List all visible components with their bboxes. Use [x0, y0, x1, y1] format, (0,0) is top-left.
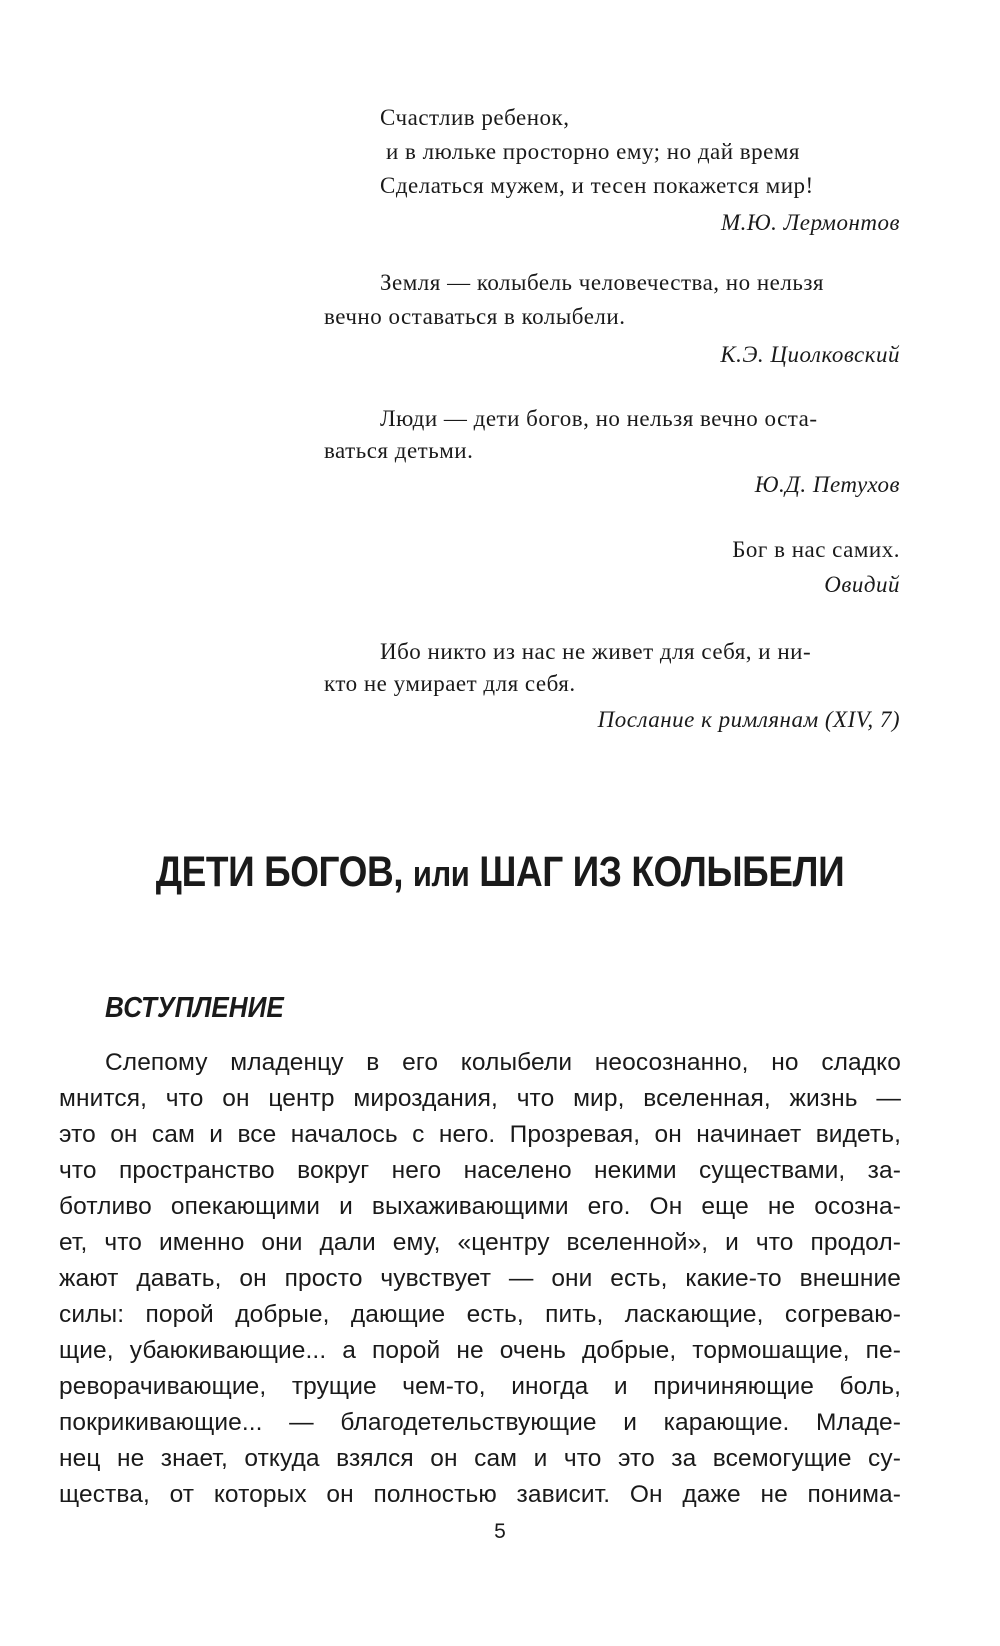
body-text-line: жают давать, он просто чувствует — они есть, какие-то внешние — [59, 1265, 901, 1292]
epigraph-line: и в люльке просторно ему; но дай время — [386, 139, 801, 164]
page-number: 5 — [494, 1520, 506, 1543]
body-text-line: силы: порой добрые, дающие есть, пить, ласкающие, согреваю- — [59, 1301, 901, 1328]
body-text-line: ет, что именно они дали ему, «центру вселенной», и что продол- — [59, 1229, 901, 1256]
epigraph-author: К.Э. Циолковский — [720, 342, 900, 367]
epigraph-line: Сделаться мужем, и тесен покажется мир! — [380, 173, 814, 198]
epigraph-author: Послание к римлянам (XIV, 7) — [597, 707, 900, 732]
epigraph-line: Бог в нас самих. — [732, 537, 900, 562]
epigraph-line: вечно оставаться в колыбели. — [324, 304, 626, 329]
section-heading: ВСТУПЛЕНИЕ — [105, 992, 284, 1024]
epigraph-line: ваться детьми. — [324, 438, 474, 463]
body-text-line: нец не знает, откуда взялся он сам и что это за всемогущие су- — [59, 1445, 901, 1472]
epigraph-petukhov — [324, 404, 900, 514]
chapter-title-part2: ШАГ ИЗ КОЛЫБЕЛИ — [479, 848, 845, 896]
body-text-line: мнится, что он центр мироздания, что мир, вселенная, жизнь — — [59, 1085, 901, 1112]
epigraph-line: Люди — дети богов, но нельзя вечно оста- — [380, 406, 818, 431]
body-text-line: Слепому младенцу в его колыбели неосознанно, но сладко — [105, 1049, 901, 1076]
body-text-line: что пространство вокруг него населено некими существами, за- — [59, 1157, 901, 1184]
epigraph-line: Земля — колыбель человечества, но нельзя — [380, 270, 824, 295]
epigraph-line: кто не умирает для себя. — [324, 671, 576, 696]
chapter-title-part1: ДЕТИ БОГОВ, — [155, 848, 404, 896]
epigraph-ovid — [340, 535, 900, 615]
body-text-line: реворачивающие, трущие чем-то, иногда и причиняющие боль, — [59, 1373, 901, 1400]
epigraph-author: Овидий — [824, 572, 900, 597]
epigraph-tsiolkovsky — [324, 268, 900, 378]
body-text-line: ботливо опекающими и выхаживающими его. Он еще не осозна- — [59, 1193, 901, 1220]
epigraph-romans — [324, 637, 900, 747]
body-text-line: щие, убаюкивающие... а порой не очень добрые, тормошащие, пе- — [59, 1337, 901, 1364]
epigraph-line: Ибо никто из нас не живет для себя, и ни- — [380, 639, 812, 664]
body-text-line: щества, от которых он полностью зависит. Он даже не понима- — [59, 1481, 901, 1508]
epigraph-author: М.Ю. Лермонтов — [721, 210, 900, 235]
epigraph-line: Счастлив ребенок, — [380, 105, 570, 130]
epigraph-lermontov — [340, 103, 900, 235]
body-text-line: покрикивающие... — благодетельствующие и карающие. Младе- — [59, 1409, 901, 1436]
chapter-title-connector: или — [412, 853, 470, 894]
body-text-line: это он сам и все началось с него. Прозревая, он начинает видеть, — [59, 1121, 901, 1148]
chapter-title — [70, 848, 930, 897]
epigraph-author: Ю.Д. Петухов — [754, 472, 900, 497]
